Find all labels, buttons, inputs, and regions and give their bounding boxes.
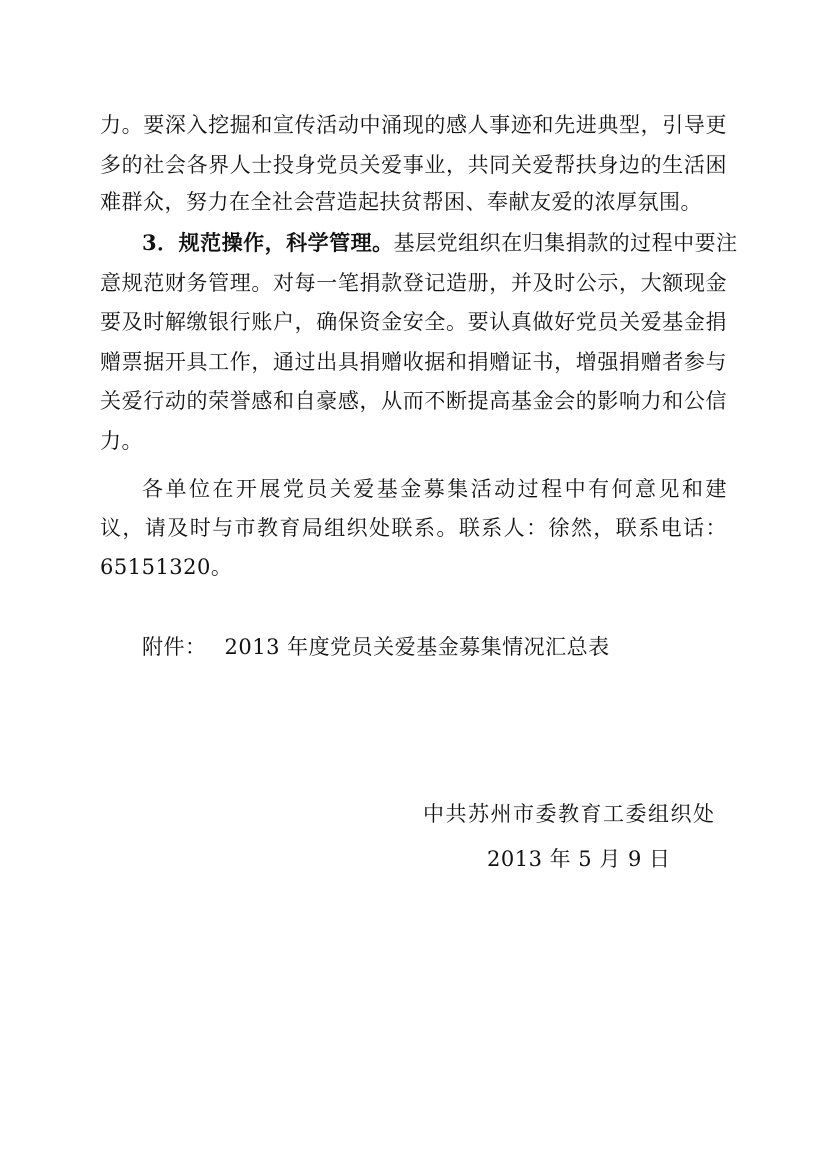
- paragraph-2-heading: 3．规范操作，科学管理。: [142, 230, 394, 255]
- signature-date: 2013 年 5 月 9 日: [487, 847, 671, 871]
- paragraph-2-line-2: 意规范财务管理。对每一笔捐款登记造册，并及时公示，大额现金: [100, 271, 727, 295]
- attachment-label: 附件：: [142, 635, 207, 659]
- attachment-line: [142, 633, 610, 661]
- paragraph-2-line-3: 要及时解缴银行账户，确保资金安全。要认真做好党员关爱基金捐: [100, 310, 727, 334]
- paragraph-2-line-5: 关爱行动的荣誉感和自豪感，从而不断提高基金会的影响力和公信: [100, 389, 727, 413]
- paragraph-2-line-1: [142, 229, 738, 257]
- paragraph-1-line-2: 多的社会各界人士投身党员关爱事业，共同关爱帮扶身边的生活困: [100, 153, 727, 177]
- paragraph-3-line-1: 各单位在开展党员关爱基金募集活动过程中有何意见和建: [142, 477, 727, 501]
- attachment-title: 2013 年度党员关爱基金募集情况汇总表: [224, 635, 610, 659]
- paragraph-1-line-1: 力。要深入挖掘和宣传活动中涌现的感人事迹和先进典型，引导更: [100, 113, 727, 137]
- paragraph-2-line-6: 力。: [100, 429, 143, 453]
- paragraph-3-line-2: 议，请及时与市教育局组织处联系。联系人：徐然，联系电话：: [100, 516, 727, 540]
- paragraph-2-line-1-text: 基层党组织在归集捐款的过程中要注: [393, 231, 738, 255]
- signature-organization: 中共苏州市委教育工委组织处: [423, 802, 716, 826]
- paragraph-3-line-3: 65151320。: [100, 555, 233, 579]
- paragraph-2-line-4: 赠票据开具工作，通过出具捐赠收据和捐赠证书，增强捐赠者参与: [100, 350, 727, 374]
- paragraph-1-line-3: 难群众，努力在全社会营造起扶贫帮困、奉献友爱的浓厚氛围。: [100, 190, 702, 214]
